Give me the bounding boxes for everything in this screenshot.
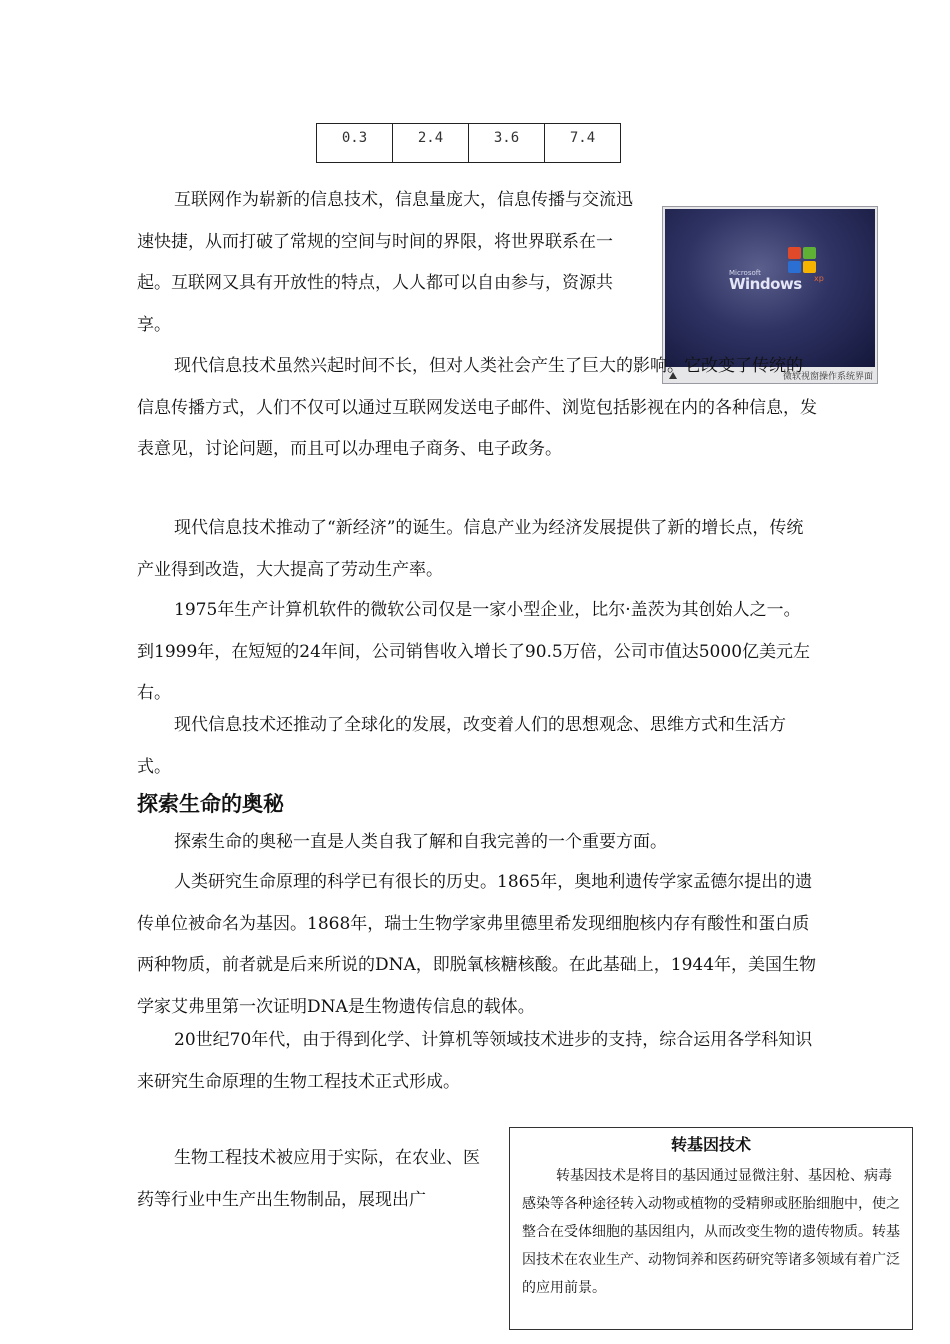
section-heading: 探索生命的奥秘 (137, 792, 284, 816)
paragraph-bioengineering: 20世纪70年代，由于得到化学、计算机等领域技术进步的支持，综合运用各学科知识来研究生命原理的生物工程技术正式形成。 (137, 1030, 813, 1092)
sidebar-body: 转基因技术是将目的基因通过显微注射、基因枪、病毒感染等各种途径转入动物或植物的受精卵或胚胎细胞中，使之整合在受体细胞的基因组内，从而改变生物的遗传物质。转基因技术在农业生产、动物饲养和医药研究等诸多领域有着广泛的应用前景。 (522, 1168, 900, 1296)
windows-screen-image (665, 209, 875, 367)
sidebar-title: 转基因技术 (670, 1135, 751, 1154)
logo-windows-text: Windows (729, 275, 802, 293)
table-cell: 3.6 (469, 124, 545, 163)
paragraph-life-intro: 探索生命的奥秘一直是人类自我了解和自我完善的一个重要方面。 (174, 832, 667, 852)
table-row (317, 124, 621, 163)
logo-microsoft-text: Microsoft (729, 269, 761, 277)
data-table (316, 123, 621, 163)
paragraph-internet: 互联网作为崭新的信息技术，信息量庞大，信息传播与交流迅速快捷，从而打破了常规的空间与时间的界限，将世界联系在一起。互联网又具有开放性的特点，人人都可以自由参与，资源共享。 (137, 190, 633, 335)
figure-caption: 微软视窗操作系统界面 (782, 372, 873, 382)
paragraph-impact: 现代信息技术虽然兴起时间不长，但对人类社会产生了巨大的影响。它改变了传统的信息传播方式，人们不仅可以通过互联网发送电子邮件、浏览包括影视在内的各种信息，发表意见，讨论问题，而且可以办理电子商务、电子政务。 (137, 356, 817, 459)
sidebar-box-transgenic (509, 1127, 913, 1330)
table-cell: 7.4 (545, 124, 621, 163)
logo-xp-text: xp (814, 274, 824, 283)
paragraph-new-economy: 现代信息技术推动了“新经济”的诞生。信息产业为经济发展提供了新的增长点，传统产业得到改造，大大提高了劳动生产率。 (137, 518, 804, 580)
paragraph-globalization: 现代信息技术还推动了全球化的发展，改变着人们的思想观念、思维方式和生活方式。 (137, 715, 786, 777)
table-cell: 2.4 (393, 124, 469, 163)
paragraph-microsoft: 1975年生产计算机软件的微软公司仅是一家小型企业，比尔·盖茨为其创始人之一。到1999年，在短短的24年间，公司销售收入增长了90.5万倍，公司市值达5000亿美元左右。 (137, 600, 811, 703)
paragraph-life-history: 人类研究生命原理的科学已有很长的历史。1865年，奥地利遗传学家孟德尔提出的遗传单位被命名为基因。1868年，瑞士生物学家弗里德里希发现细胞核内存有酸性和蛋白质两种物质，前者就是后来所说的DNA，即脱氧核糖核酸。在此基础上，1944年，美国生物学家艾弗里第一次证明DNA是生物遗传信息的载体。 (137, 872, 817, 1017)
windows-flag-icon (788, 247, 818, 275)
table-cell: 0.3 (317, 124, 393, 163)
paragraph-applications: 生物工程技术被应用于实际，在农业、医药等行业中生产出生物制品，展现出广 (137, 1148, 480, 1210)
